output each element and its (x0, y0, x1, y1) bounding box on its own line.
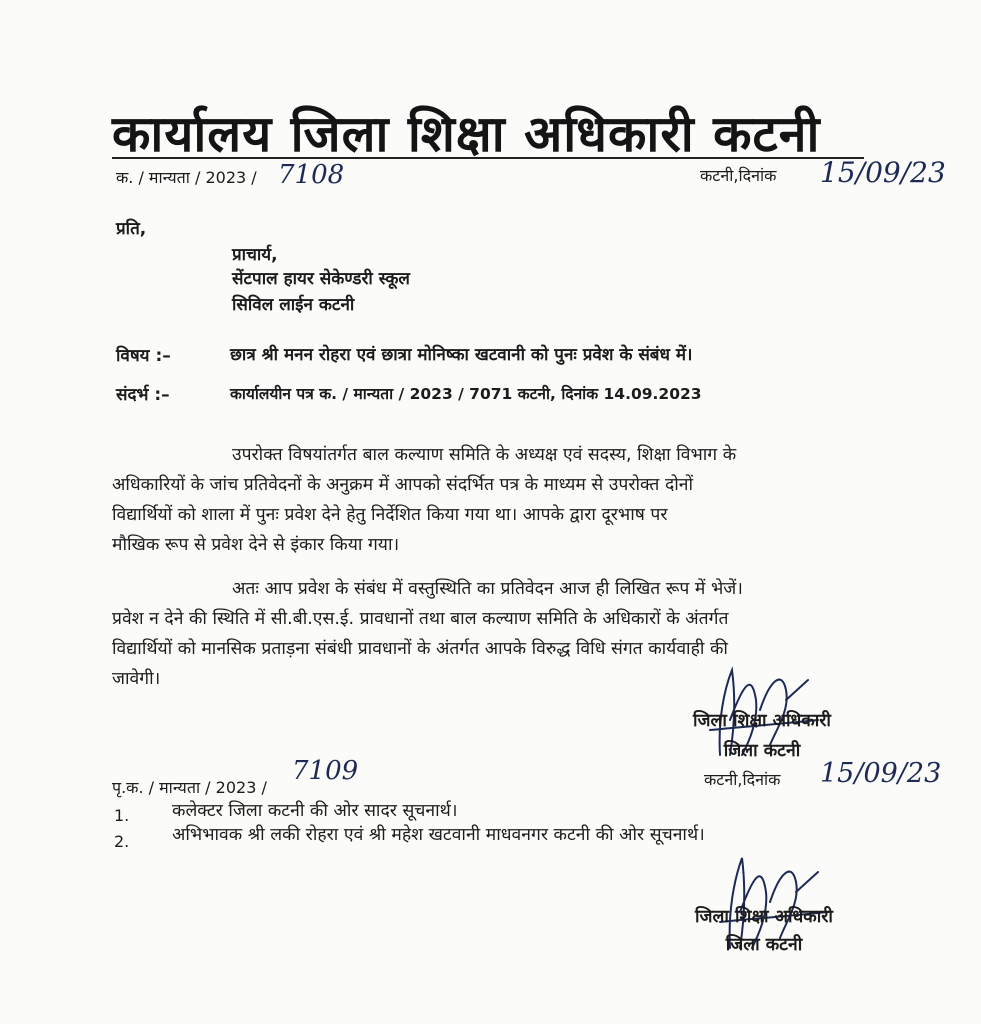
para2-line3: विद्यार्थियों को मानसिक प्रताड़ना संबंधी प्रावधानों के अंतर्गत आपके विरुद्ध विधि संगत कार्यवाही की (112, 639, 728, 659)
addressee-line3: सिविल लाईन कटनी (232, 295, 355, 315)
endorsement-item-1-number: 1. (114, 806, 130, 825)
signature2-district: जिला कटनी (725, 935, 803, 955)
endorsement-ref-number: 7109 (292, 756, 359, 786)
para2-line1: अतः आप प्रवेश के संबंध में वस्तुस्थिति का प्रतिवेदन आज ही लिखित रूप में भेजें। (232, 579, 743, 599)
subject-label: विषय :– (116, 346, 171, 366)
letter-ref-number: 7108 (278, 160, 345, 190)
reference-text: कार्यालयीन पत्र क. / मान्यता / 2023 / 7071 कटनी, दिनांक 14.09.2023 (230, 385, 702, 403)
para2-line2: प्रवेश न देने की स्थिति में सी.बी.एस.ई. प्रावधानों तथा बाल कल्याण समिति के अधिकारों के अंतर्गत (112, 609, 729, 629)
letter-date: 15/09/23 (820, 156, 946, 189)
endorsement-ref-label: पृ.क. / मान्यता / 2023 / (112, 778, 267, 797)
para2-line4: जावेगी। (112, 669, 161, 689)
letter-ref-label: क. / मान्यता / 2023 / (116, 168, 257, 187)
para1-line3: विद्यार्थियों को शाला में पुनः प्रवेश देने हेतु निर्देशित किया गया था। आपके द्वारा दूरभाष पर (112, 505, 668, 525)
addressee-line2: सेंटपाल हायर सेकेण्डरी स्कूल (232, 269, 410, 289)
office-title: कार्यालय जिला शिक्षा अधिकारी कटनी (112, 105, 821, 163)
letter-date-label: कटनी,दिनांक (700, 166, 777, 185)
para1-line4: मौखिक रूप से प्रवेश देने से इंकार किया गया। (112, 535, 400, 555)
endorsement-item-1-text: कलेक्टर जिला कटनी की ओर सादर सूचनार्थ। (172, 801, 458, 821)
endorsement-item-2-number: 2. (114, 832, 130, 851)
signature2-title: जिला शिक्षा अधिकारी (695, 907, 833, 927)
signature1-title: जिला शिक्षा अधिकारी (693, 711, 831, 731)
reference-label: संदर्भ :– (116, 385, 170, 405)
addressee-line1: प्राचार्य, (232, 245, 278, 265)
subject-text: छात्र श्री मनन रोहरा एवं छात्रा मोनिष्का खटवानी को पुनः प्रवेश के संबंध में। (230, 345, 693, 365)
addressee-prati: प्रति, (116, 219, 147, 239)
para1-line2: अधिकारियों के जांच प्रतिवेदनों के अनुक्रम में आपको संदर्भित पत्र के माध्यम से उपरोक्त दोनों (112, 475, 694, 495)
endorsement-date-label: कटनी,दिनांक (704, 770, 781, 789)
header-rule (112, 157, 864, 159)
signature1-district: जिला कटनी (723, 741, 801, 761)
para1-line1: उपरोक्त विषयांतर्गत बाल कल्याण समिति के अध्यक्ष एवं सदस्य, शिक्षा विभाग के (232, 445, 737, 465)
endorsement-item-2-text: अभिभावक श्री लकी रोहरा एवं श्री महेश खटवानी माधवनगर कटनी की ओर सूचनार्थ। (172, 825, 705, 845)
endorsement-date: 15/09/23 (820, 758, 942, 789)
